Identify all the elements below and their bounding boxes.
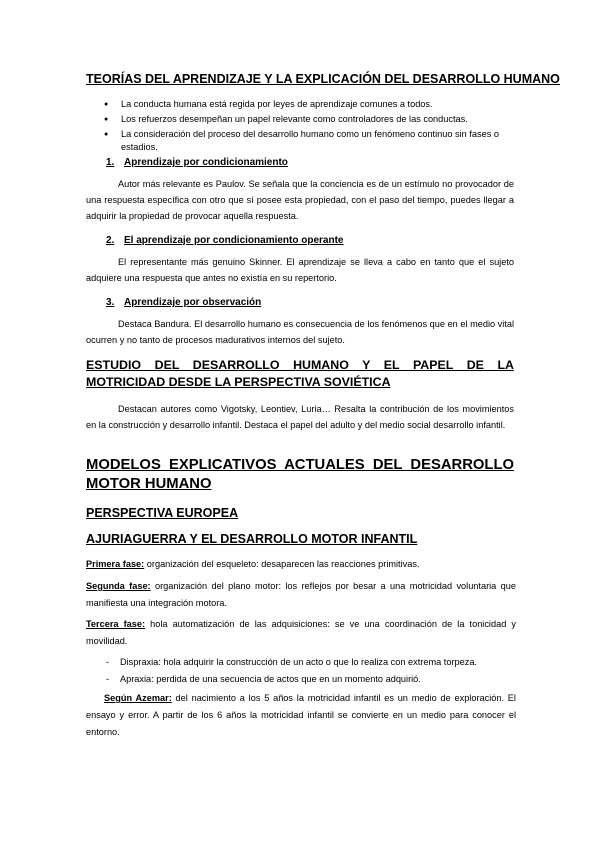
- heading-learning-theories: TEORÍAS DEL APRENDIZAJE Y LA EXPLICACIÓN DEL DESARROLLO HUMANO: [86, 72, 560, 86]
- section-text: Destaca Bandura. El desarrollo humano es consecuencia de los fenómenos que en el medio vital ocurren y no tanto de procesos madurativos internos del sujeto.: [86, 319, 514, 345]
- dash-list: [106, 654, 516, 688]
- phase-label: Segunda fase:: [86, 581, 151, 591]
- section-soviet: [86, 393, 514, 433]
- azemar-text: del nacimiento a los 5 años la motricidad infantil es un medio de exploración. El ensayo y error. A partir de los 6 años la motricidad infantil se convierte en un medio para conocer el entorno.: [86, 693, 516, 737]
- phase-text: hola automatización de las adquisiciones: se ve una coordinación de la tonicidad y movilidad.: [86, 619, 516, 646]
- section-title: Aprendizaje por condicionamiento: [124, 157, 288, 168]
- azemar-paragraph: [86, 690, 516, 741]
- heading-soviet-perspective: ESTUDIO DEL DESARROLLO HUMANO Y EL PAPEL DE LA MOTRICIDAD DESDE LA PERSPECTIVA SOVIÉTICA: [86, 358, 514, 389]
- phase-label: Tercera fase:: [86, 619, 146, 629]
- phase-first: [86, 556, 516, 573]
- section-number: 3.: [106, 297, 115, 308]
- section-operant: [86, 235, 514, 286]
- list-item: - Apraxia: perdida de una secuencia de actos que en un momento adquirió.: [106, 671, 516, 688]
- list-item: ● La conducta humana está regida por leyes de aprendizaje comunes a todos.: [106, 98, 516, 111]
- section-text: El representante más genuino Skinner. El aprendizaje se lleva a cabo en tanto que el sujeto adquiere una respuesta que antes no existía en su repertorio.: [86, 257, 514, 283]
- azemar-label: Según Azemar:: [104, 693, 172, 703]
- section-title: El aprendizaje por condicionamiento operante: [124, 235, 344, 246]
- phase-label: Primera fase:: [86, 559, 145, 569]
- list-item: ● Los refuerzos desempeñan un papel relevante como controladores de las conductas.: [106, 113, 516, 126]
- heading-ajuriaguerra: AJURIAGUERRA Y EL DESARROLLO MOTOR INFANTIL: [86, 532, 418, 546]
- phase-text: organización del esqueleto: desaparecen las reacciones primitivas.: [144, 559, 420, 569]
- section-text: Destacan autores como Vigotsky, Leontiev, Luria… Resalta la contribución de los movimientos en la construcción y desarrollo infantil. Destaca el papel del adulto y del medio social desarrollo infantil.: [86, 404, 514, 430]
- heading-motor-models: MODELOS EXPLICATIVOS ACTUALES DEL DESARROLLO MOTOR HUMANO: [86, 457, 514, 492]
- bullet-list: [106, 98, 516, 156]
- section-observation: [86, 297, 514, 348]
- phase-third: [86, 616, 516, 650]
- section-title: Aprendizaje por observación: [124, 297, 262, 308]
- section-conditioning: [86, 157, 514, 224]
- section-number: 2.: [106, 235, 115, 246]
- phase-text: organización del plano motor: los reflejos por besar a una motricidad voluntaria que manifiesta una integración motora.: [86, 581, 516, 608]
- heading-european-perspective: PERSPECTIVA EUROPEA: [86, 506, 239, 520]
- section-number: 1.: [106, 157, 115, 168]
- phase-second: [86, 578, 516, 612]
- list-item: - Dispraxia: hola adquirir la construcción de un acto o que lo realiza con extrema torpeza.: [106, 654, 516, 671]
- section-text: Autor más relevante es Paulov. Se señala que la conciencia es de un estímulo no provocador de una respuesta específica con otro que sí posee esta propiedad, con el paso del tiempo, puedes llegar a adquirir la propiedad de provocar aquella respuesta.: [86, 179, 514, 221]
- list-item: ● La consideración del proceso del desarrollo humano como un fenómeno continuo sin fases o estadios.: [106, 128, 516, 154]
